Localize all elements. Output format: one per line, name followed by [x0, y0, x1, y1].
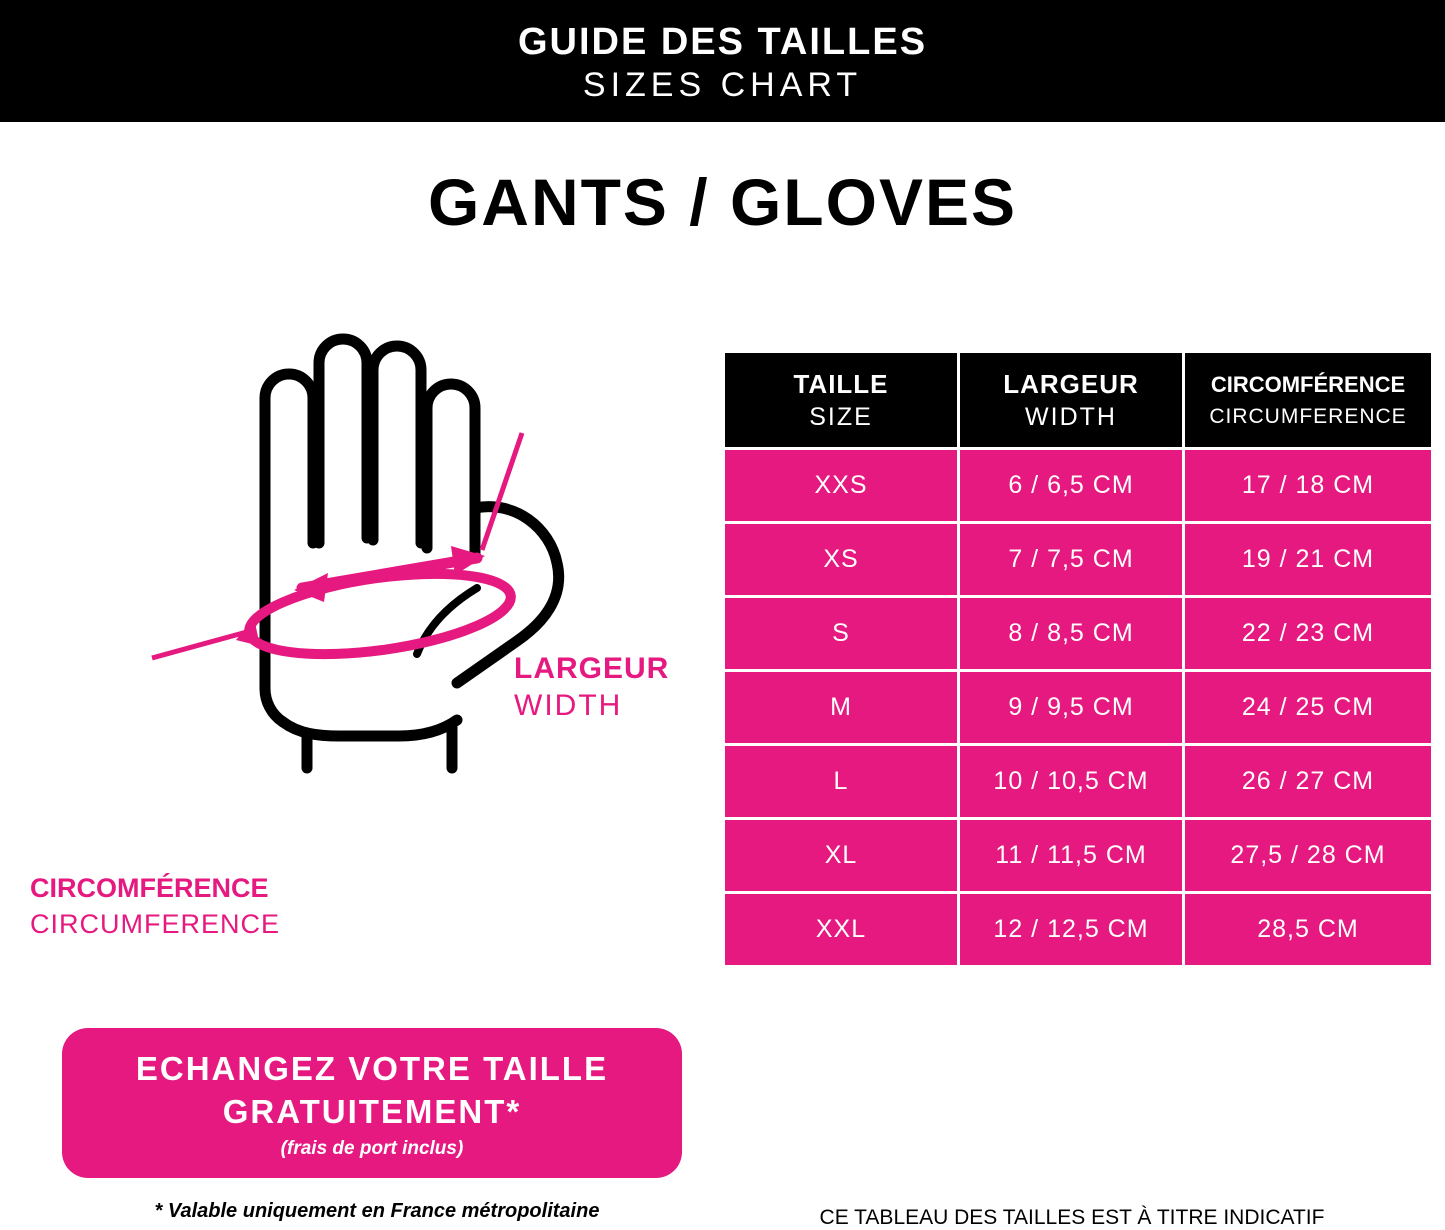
table-row [725, 672, 1431, 743]
cell-size: XXS [725, 450, 957, 521]
header-size-en: SIZE [809, 402, 873, 431]
width-label-en: WIDTH [514, 689, 623, 722]
header-width-en: WIDTH [1025, 402, 1117, 431]
footnote-left: * Valable uniquement en France métropolitaine [154, 1200, 600, 1222]
table-row [725, 598, 1431, 669]
table-row [725, 524, 1431, 595]
table-row [725, 450, 1431, 521]
page-header [0, 0, 1445, 122]
table-row [725, 746, 1431, 817]
cell-circumference: 27,5 / 28 CM [1185, 820, 1431, 891]
cell-width: 10 / 10,5 CM [960, 746, 1182, 817]
cell-size: XXL [725, 894, 957, 965]
table-row [725, 894, 1431, 965]
table-header-circumference [1185, 353, 1431, 447]
header-title-en: SIZES CHART [582, 66, 863, 104]
table-column [722, 258, 1422, 1229]
header-circumference-fr: CIRCOMFÉRENCE [1210, 371, 1406, 397]
header-width-fr: LARGEUR [1003, 368, 1139, 399]
cell-width: 11 / 11,5 CM [960, 820, 1182, 891]
cell-size: XL [725, 820, 957, 891]
promo-note: (frais de port inclus) [280, 1137, 464, 1159]
cell-width: 6 / 6,5 CM [960, 450, 1182, 521]
diagram-column [22, 258, 722, 1222]
cell-width: 12 / 12,5 CM [960, 894, 1182, 965]
cell-width: 9 / 9,5 CM [960, 672, 1182, 743]
promo-line-2: GRATUITEMENT* [222, 1092, 522, 1130]
content-area [0, 258, 1445, 1229]
cell-size: S [725, 598, 957, 669]
circumference-label-en: CIRCUMFERENCE [30, 909, 281, 939]
cell-circumference: 22 / 23 CM [1185, 598, 1431, 669]
cell-size: XS [725, 524, 957, 595]
double-arrow-icon [294, 546, 485, 602]
table-header-row [725, 353, 1431, 447]
circumference-label [30, 870, 280, 942]
header-circumference-en: CIRCUMFERENCE [1209, 404, 1407, 428]
cell-circumference: 26 / 27 CM [1185, 746, 1431, 817]
sizes-table [722, 350, 1434, 968]
cell-width: 7 / 7,5 CM [960, 524, 1182, 595]
table-header-width [960, 353, 1182, 447]
cell-circumference: 24 / 25 CM [1185, 672, 1431, 743]
circumference-label-fr: CIRCOMFÉRENCE [30, 873, 269, 903]
cell-size: M [725, 672, 957, 743]
width-label-fr: LARGEUR [514, 652, 670, 685]
table-header-size [725, 353, 957, 447]
table-row [725, 820, 1431, 891]
exchange-promo-box [62, 1028, 682, 1178]
header-size-fr: TAILLE [793, 368, 889, 399]
cell-circumference: 19 / 21 CM [1185, 524, 1431, 595]
cell-size: L [725, 746, 957, 817]
page-title: GANTS / GLOVES [427, 165, 1018, 239]
header-title-fr: GUIDE DES TAILLES [517, 21, 928, 63]
cell-width: 8 / 8,5 CM [960, 598, 1182, 669]
width-label [514, 650, 669, 724]
footnote-right: CE TABLEAU DES TAILLES EST À TITRE INDICATIF [819, 1206, 1325, 1229]
cell-circumference: 17 / 18 CM [1185, 450, 1431, 521]
cell-circumference: 28,5 CM [1185, 894, 1431, 965]
promo-line-1: ECHANGEZ VOTRE TAILLE [135, 1049, 609, 1087]
